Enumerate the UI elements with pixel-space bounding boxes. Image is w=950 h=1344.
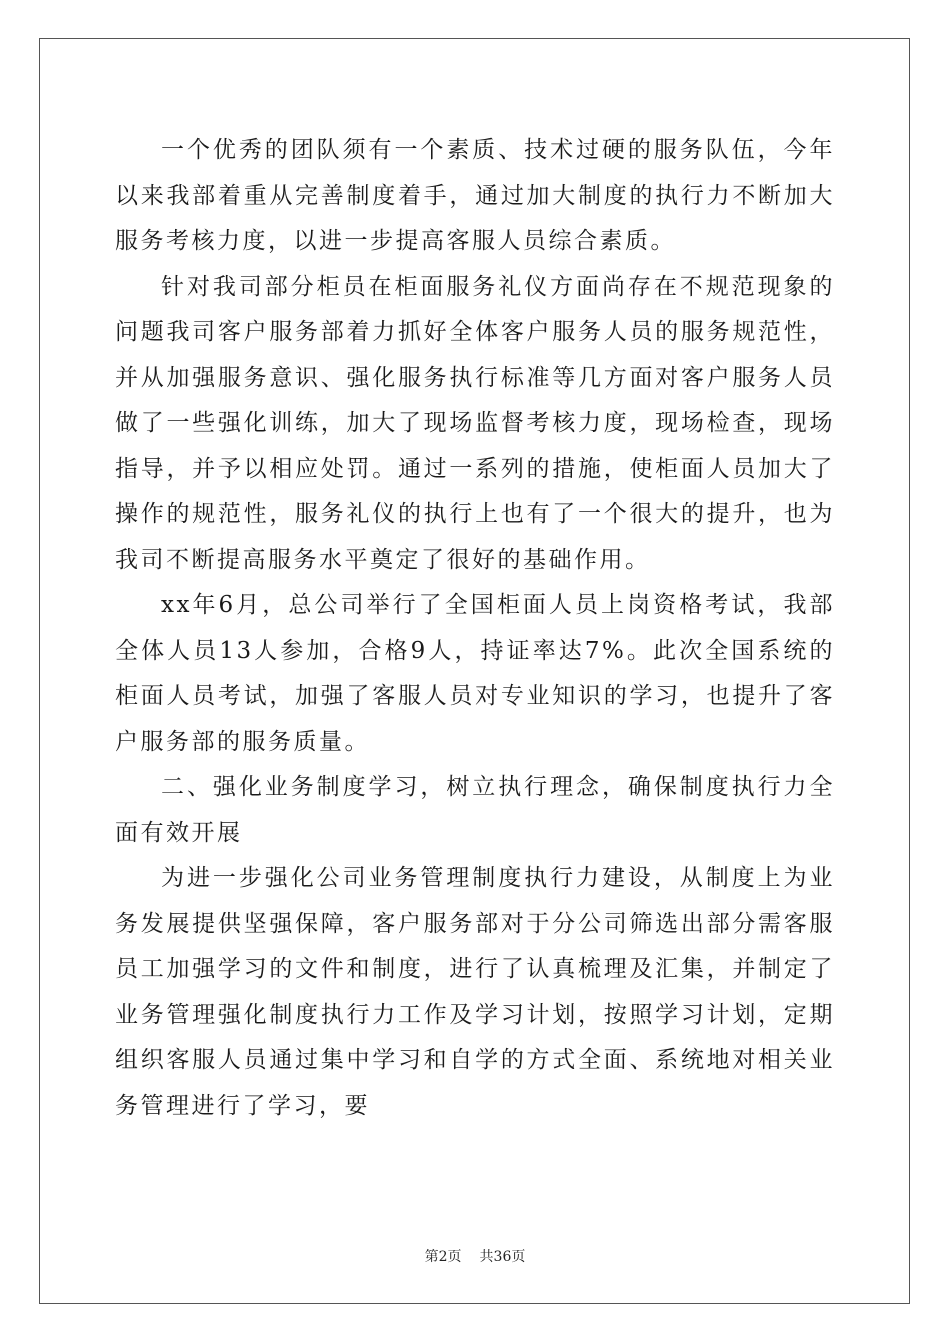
page-total: 共36页 [479, 1249, 526, 1265]
page-number: 第2页 [424, 1249, 462, 1265]
paragraph: 一个优秀的团队须有一个素质、技术过硬的服务队伍，今年以来我部着重从完善制度着手，通过加大制度的执行力不断加大服务考核力度，以进一步提高客服人员综合素质。 [115, 137, 835, 254]
section-heading: 二、强化业务制度学习，树立执行理念，确保制度执行力全面有效开展 [115, 774, 835, 846]
paragraph: 为进一步强化公司业务管理制度执行力建设，从制度上为业务发展提供坚强保障，客户服务部对于分公司筛选出部分需客服员工加强学习的文件和制度，进行了认真梳理及汇集，并制定了业务管理强化制度执行力工作及学习计划，按照学习计划，定期组织客服人员通过集中学习和自学的方式全面、系统地对相关业务管理进行了学习，要 [115, 865, 835, 1119]
paragraph: xx年6月，总公司举行了全国柜面人员上岗资格考试，我部全体人员13人参加，合格9人，持证率达7%。此次全国系统的柜面人员考试，加强了客服人员对专业知识的学习，也提升了客户服务部的服务质量。 [115, 592, 835, 755]
page-footer [0, 1246, 950, 1266]
document-body [115, 128, 835, 1129]
paragraph: 针对我司部分柜员在柜面服务礼仪方面尚存在不规范现象的问题我司客户服务部着力抓好全体客户服务人员的服务规范性，并从加强服务意识、强化服务执行标准等几方面对客户服务人员做了一些强化训练，加大了现场监督考核力度，现场检查，现场指导，并予以相应处罚。通过一系列的措施，使柜面人员加大了操作的规范性，服务礼仪的执行上也有了一个很大的提升，也为我司不断提高服务水平奠定了很好的基础作用。 [115, 273, 835, 573]
